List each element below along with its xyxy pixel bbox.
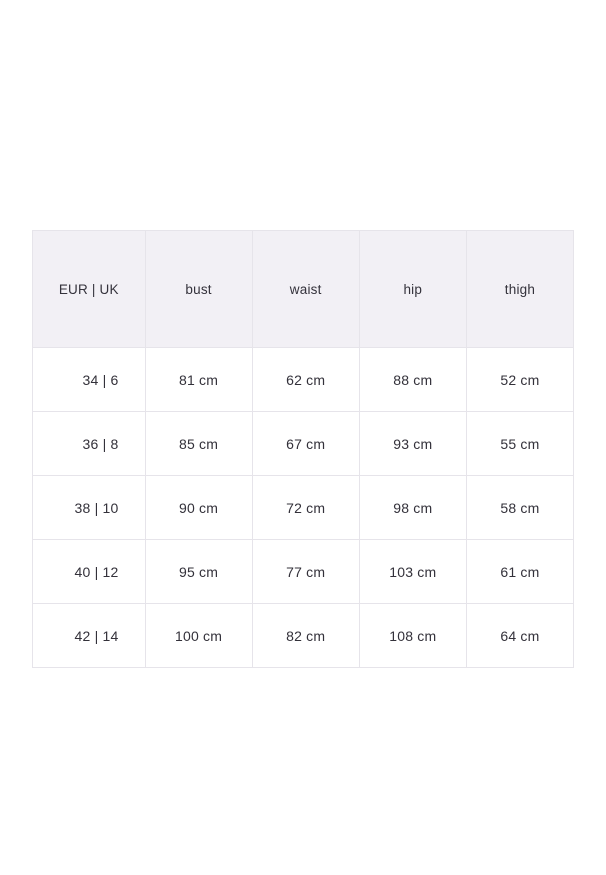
cell-hip: 98 cm [359, 476, 466, 540]
table-body [33, 348, 574, 668]
cell-bust: 85 cm [145, 412, 252, 476]
cell-bust: 95 cm [145, 540, 252, 604]
cell-hip: 108 cm [359, 604, 466, 668]
cell-waist: 72 cm [252, 476, 359, 540]
cell-size: 42 | 14 [33, 604, 146, 668]
column-header-hip: hip [359, 231, 466, 348]
size-chart-container [32, 230, 574, 668]
cell-hip: 103 cm [359, 540, 466, 604]
cell-size: 38 | 10 [33, 476, 146, 540]
cell-size: 36 | 8 [33, 412, 146, 476]
column-header-thigh: thigh [466, 231, 573, 348]
cell-thigh: 52 cm [466, 348, 573, 412]
cell-size: 34 | 6 [33, 348, 146, 412]
column-header-waist: waist [252, 231, 359, 348]
table-row [33, 476, 574, 540]
size-chart-table [32, 230, 574, 668]
table-header-row [33, 231, 574, 348]
cell-waist: 77 cm [252, 540, 359, 604]
cell-thigh: 58 cm [466, 476, 573, 540]
cell-hip: 93 cm [359, 412, 466, 476]
table-header [33, 231, 574, 348]
cell-hip: 88 cm [359, 348, 466, 412]
table-row [33, 412, 574, 476]
cell-size: 40 | 12 [33, 540, 146, 604]
cell-bust: 81 cm [145, 348, 252, 412]
column-header-size: EUR | UK [33, 231, 146, 348]
cell-bust: 100 cm [145, 604, 252, 668]
cell-waist: 62 cm [252, 348, 359, 412]
table-row [33, 348, 574, 412]
table-row [33, 604, 574, 668]
cell-waist: 67 cm [252, 412, 359, 476]
cell-bust: 90 cm [145, 476, 252, 540]
cell-waist: 82 cm [252, 604, 359, 668]
cell-thigh: 61 cm [466, 540, 573, 604]
table-row [33, 540, 574, 604]
cell-thigh: 55 cm [466, 412, 573, 476]
cell-thigh: 64 cm [466, 604, 573, 668]
column-header-bust: bust [145, 231, 252, 348]
